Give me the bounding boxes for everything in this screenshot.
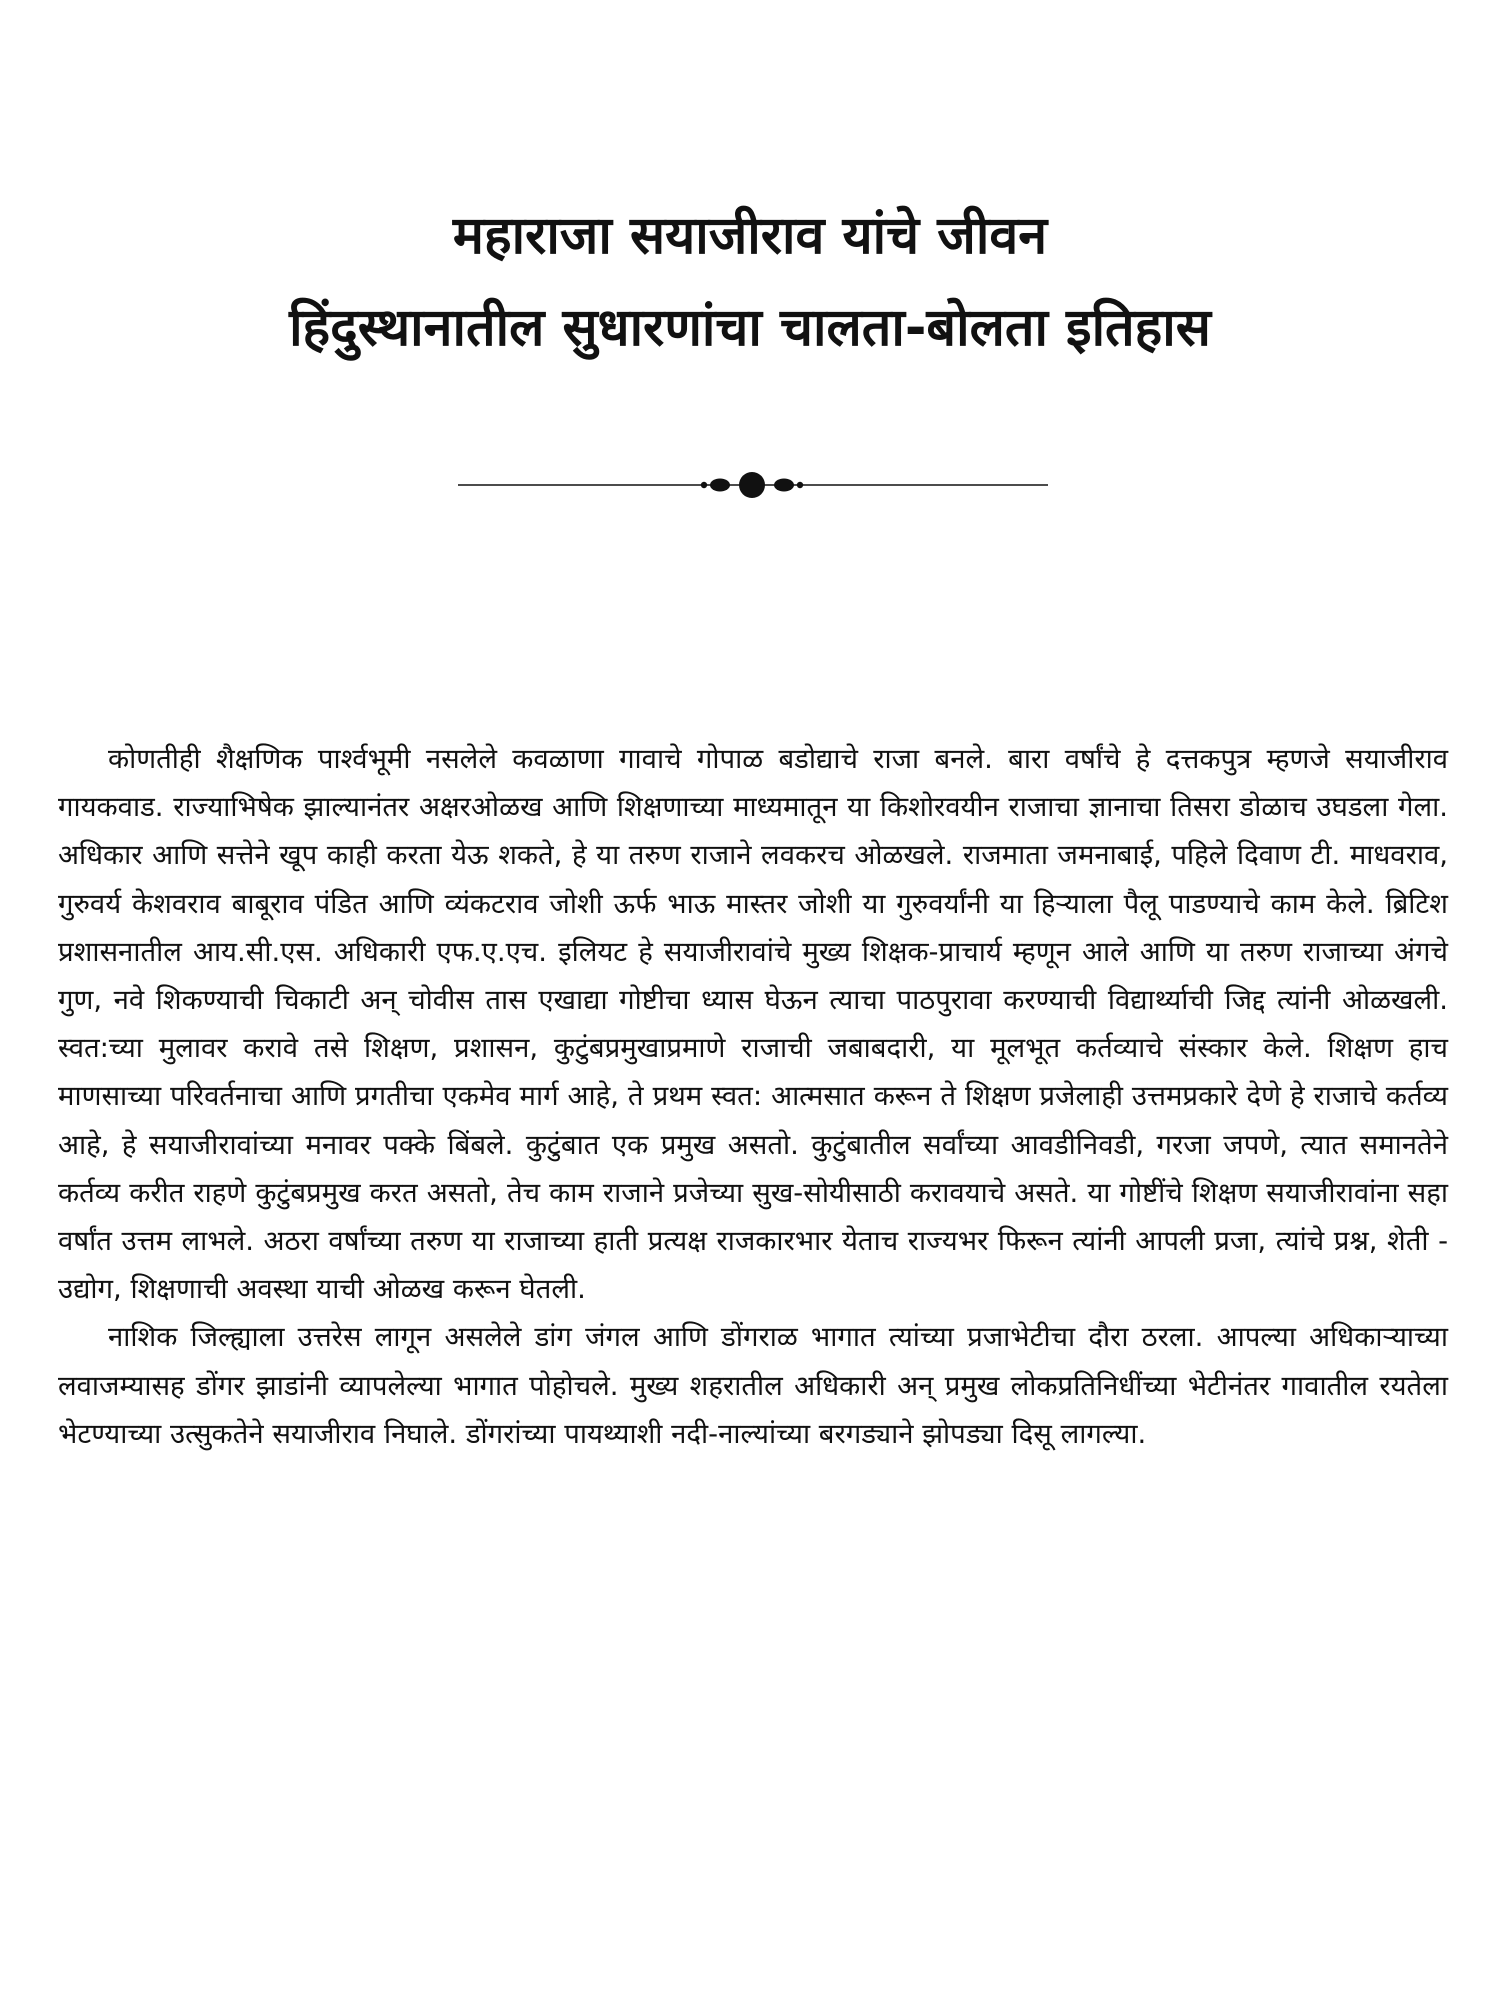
body-text: [58, 735, 1448, 1458]
paragraph-2: नाशिक जिल्ह्याला उत्तरेस लागून असलेले डांग जंगल आणि डोंगराळ भागात त्यांच्या प्रजाभेटीचा दौरा ठरला. आपल्या अधिकाऱ्याच्या लवाजम्यासह डोंगर झाडांनी व्यापलेल्या भागात पोहोचले. मुख्य शहरातील अधिकारी अन् प्रमुख लोकप्रतिनिधींच्या भेटीनंतर गावातील रयतेला भेटण्याच्या उत्सुकतेने सयाजीराव निघाले. डोंगरांच्या पायथ्याशी नदी-नाल्यांच्या बरगड्याने झोपड्या दिसू लागल्या.: [58, 1321, 1448, 1450]
chapter-title: [0, 190, 1500, 374]
chapter-title-line-1: महाराजा सयाजीराव यांचे जीवन: [452, 206, 1048, 266]
paragraph-1: कोणतीही शैक्षणिक पार्श्वभूमी नसलेले कवळाणा गावाचे गोपाळ बडोद्याचे राजा बनले. बारा वर्षांचे हे दत्तकपुत्र म्हणजे सयाजीराव गायकवाड. राज्याभिषेक झाल्यानंतर अक्षरओळख आणि शिक्षणाच्या माध्यमातून या किशोरवयीन राजाचा ज्ञानाचा तिसरा डोळाच उघडला गेला. अधिकार आणि सत्तेने खूप काही करता येऊ शकते, हे या तरुण राजाने लवकरच ओळखले. राजमाता जमनाबाई, पहिले दिवाण टी. माधवराव, गुरुवर्य केशवराव बाबूराव पंडित आणि व्यंकटराव जोशी ऊर्फ भाऊ मास्तर जोशी या गुरुवर्यांनी या हिऱ्याला पैलू पाडण्याचे काम केले. ब्रिटिश प्रशासनातील आय.सी.एस. अधिकारी एफ.ए.एच. इलियट हे सयाजीरावांचे मुख्य शिक्षक-प्राचार्य म्हणून आले आणि या तरुण राजाच्या अंगचे गुण, नवे शिकण्याची चिकाटी अन् चोवीस तास एखाद्या गोष्टीचा ध्यास घेऊन त्याचा पाठपुरावा करण्याची विद्यार्थ्याची जिद्द त्यांनी ओळखली. स्वत:च्या मुलावर करावे तसे शिक्षण, प्रशासन, कुटुंबप्रमुखाप्रमाणे राजाची जबाबदारी, या मूलभूत कर्तव्याचे संस्कार केले. शिक्षण हाच माणसाच्या परिवर्तनाचा आणि प्रगतीचा एकमेव मार्ग आहे, ते प्रथम स्वत: आत्मसात करून ते शिक्षण प्रजेलाही उत्तमप्रकारे देणे हे राजाचे कर्तव्य आहे, हे सयाजीरावांच्या मनावर पक्के बिंबले. कुटुंबात एक प्रमुख असतो. कुटुंबातील सर्वांच्या आवडीनिवडी, गरजा जपणे, त्यात समानतेने कर्तव्य करीत राहणे कुटुंबप्रमुख करत असतो, तेच काम राजाने प्रजेच्या सुख-सोयीसाठी करावयाचे असते. या गोष्टींचे शिक्षण सयाजीरावांना सहा वर्षांत उत्तम लाभले. अठरा वर्षांच्या तरुण या राजाच्या हाती प्रत्यक्ष राजकारभार येताच राज्यभर फिरून त्यांनी आपली प्रजा, त्यांचे प्रश्न, शेती - उद्योग, शिक्षणाची अवस्था याची ओळख करून घेतली.: [58, 743, 1448, 1306]
ornament-divider-icon: [458, 470, 1048, 500]
chapter-title-line-2: हिंदुस्थानातील सुधारणांचा चालता-बोलता इतिहास: [289, 298, 1211, 358]
